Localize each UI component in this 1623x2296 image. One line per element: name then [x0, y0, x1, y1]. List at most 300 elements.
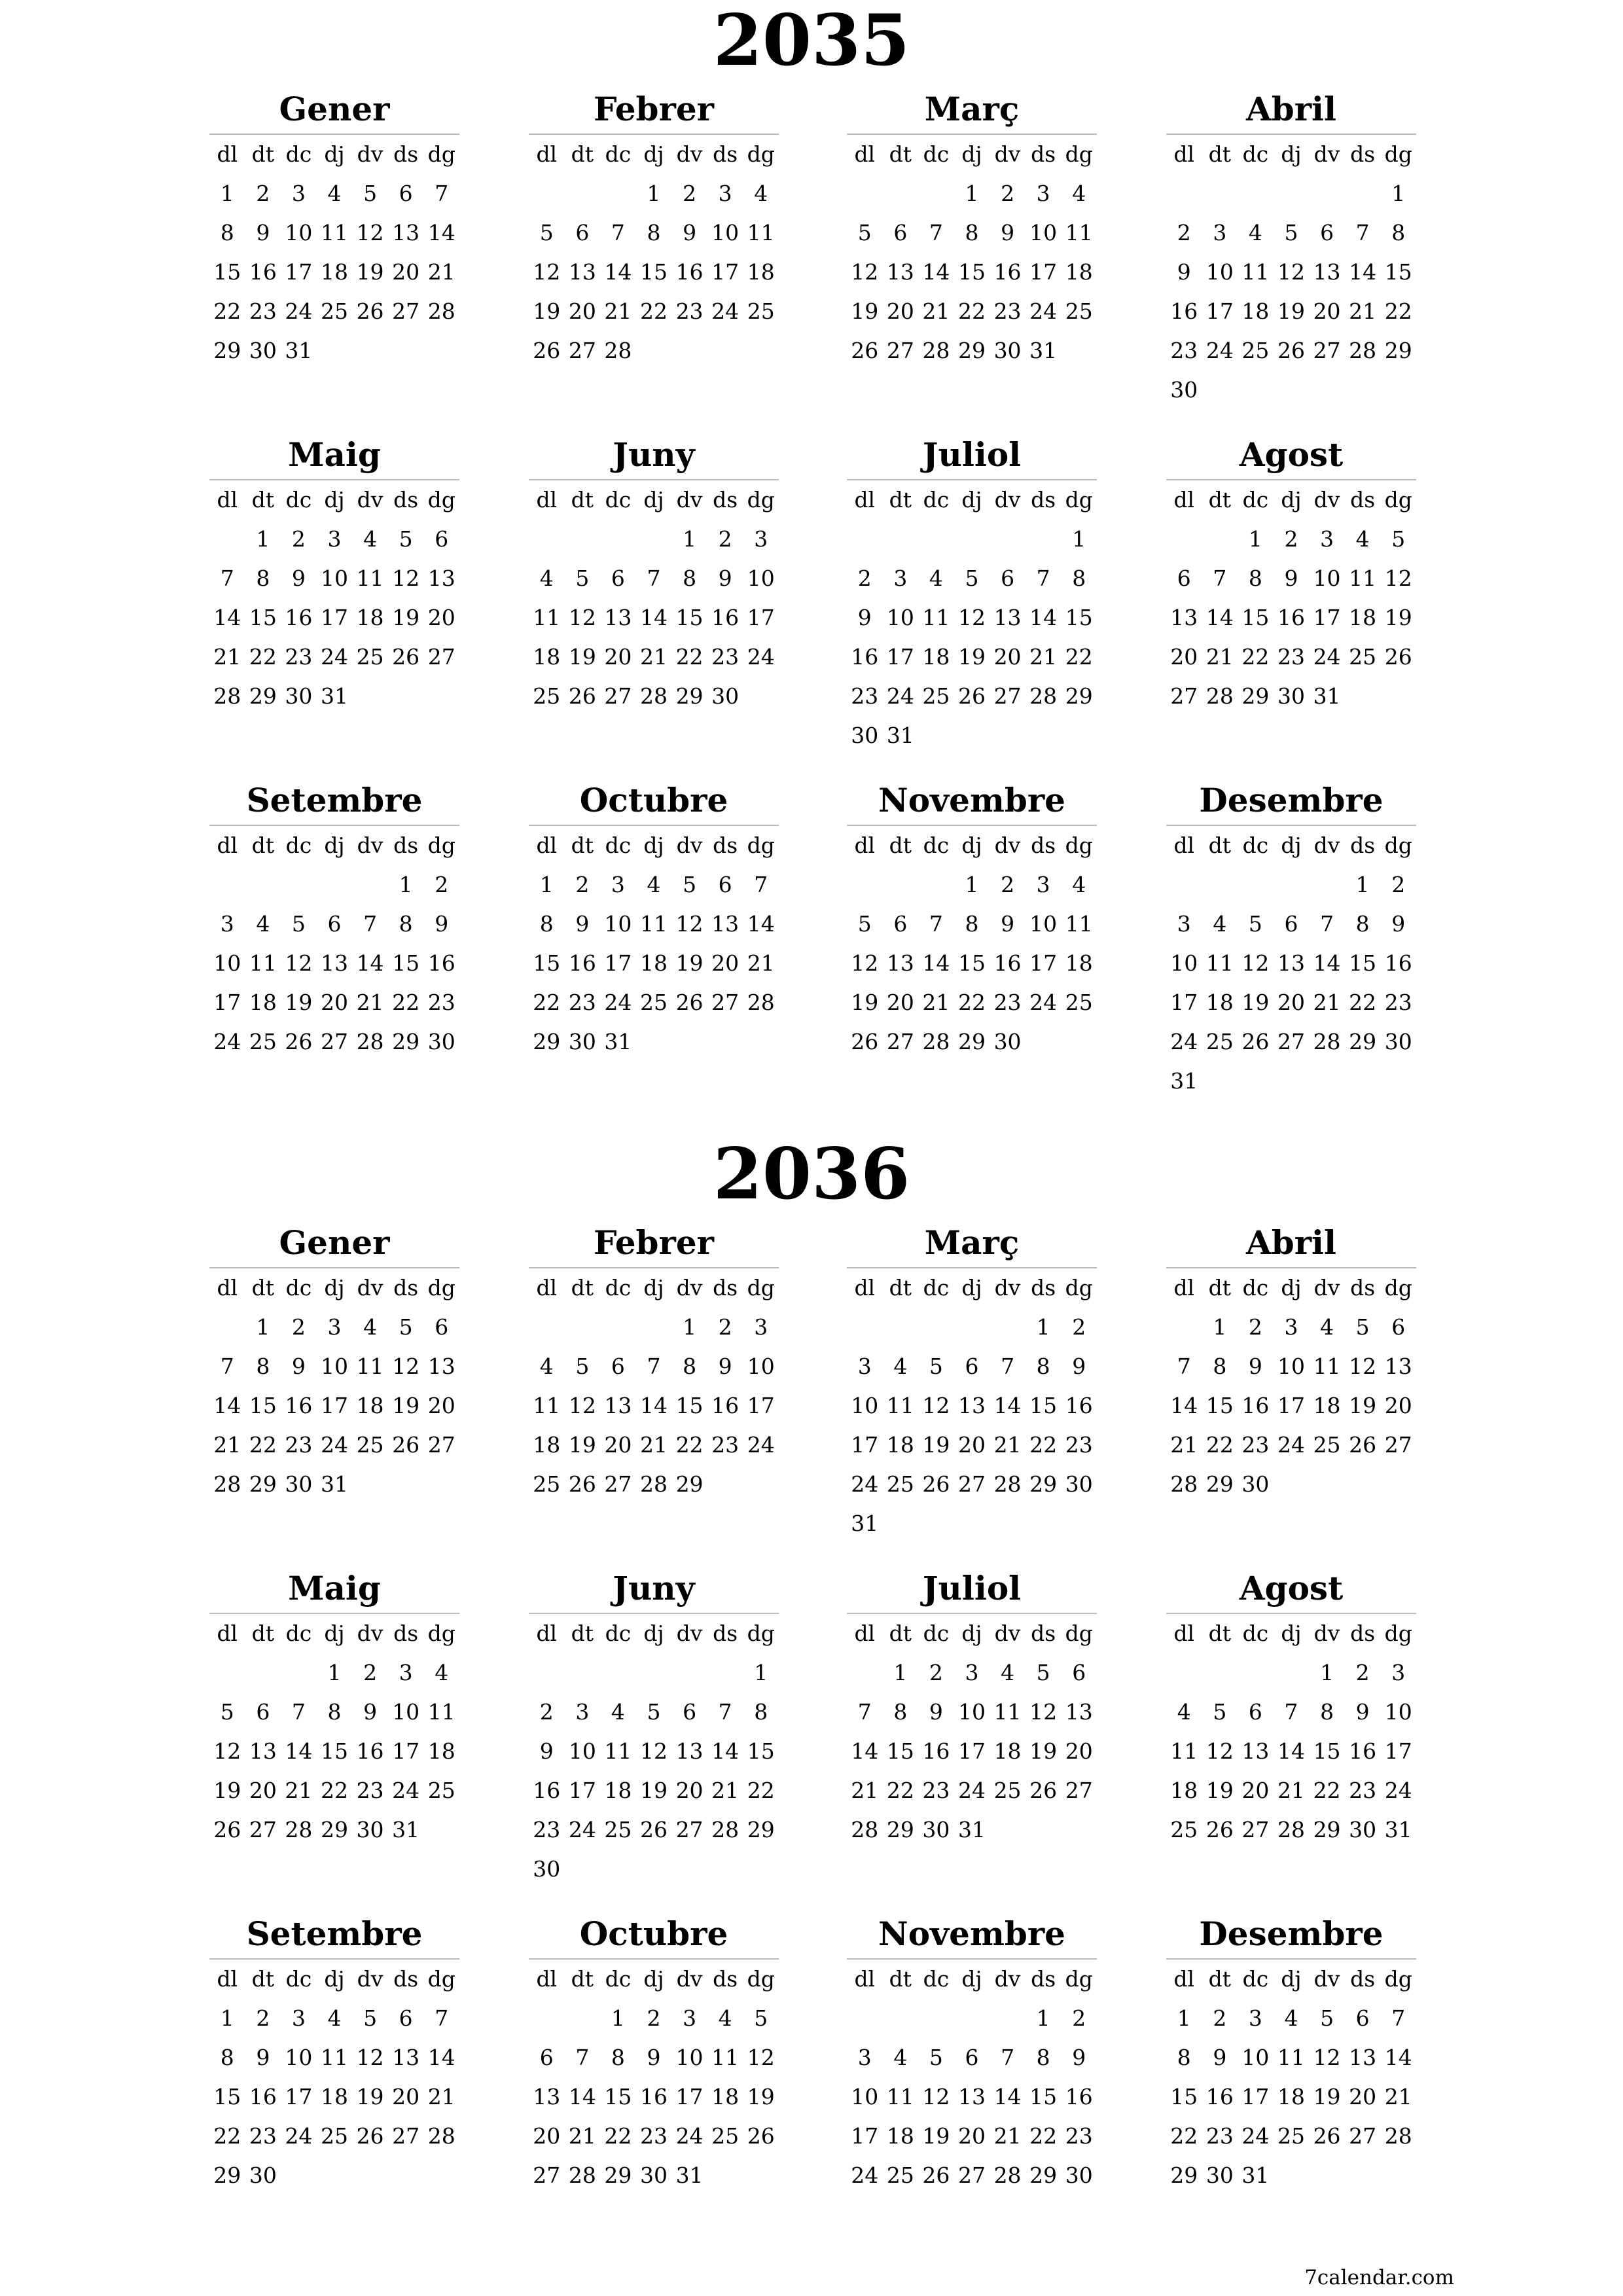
day-cell: 20 — [1277, 990, 1305, 1015]
day-cell: 1 — [220, 2005, 234, 2031]
day-cell: 17 — [1029, 259, 1058, 285]
day-cell: 3 — [1320, 526, 1334, 552]
weekday-header: dl — [217, 833, 238, 858]
day-cell: 23 — [1349, 1778, 1377, 1803]
weekday-header: dt — [251, 1275, 275, 1300]
day-grid — [529, 1960, 779, 2195]
day-cell: 30 — [639, 2162, 668, 2188]
day-cell: 1 — [1391, 181, 1406, 206]
day-cell: 17 — [851, 2123, 879, 2149]
day-cell: 29 — [1029, 2162, 1058, 2188]
weekday-header: dj — [961, 833, 982, 858]
weekday-header: dv — [676, 1275, 703, 1300]
empty-day-cell — [565, 1999, 601, 2038]
weekday-header: dc — [1242, 487, 1269, 512]
empty-day-cell — [990, 1308, 1026, 1347]
day-cell: 29 — [213, 338, 241, 363]
weekday-header: dc — [605, 141, 632, 167]
day-cell: 7 — [1320, 911, 1334, 937]
weekday-header: ds — [1350, 1966, 1376, 1992]
day-cell: 24 — [1029, 990, 1058, 1015]
day-cell: 5 — [965, 565, 979, 591]
day-cell: 3 — [683, 2005, 697, 2031]
day-cell: 21 — [604, 298, 632, 324]
weekday-header: dv — [676, 1966, 703, 1992]
day-cell: 24 — [568, 1817, 596, 1842]
empty-day-cell — [1238, 865, 1274, 905]
weekday-header: ds — [713, 141, 738, 167]
day-cell: 23 — [1205, 2123, 1234, 2149]
weekday-header: dg — [1384, 1966, 1412, 1992]
weekday-header: dl — [1173, 487, 1195, 512]
weekday-header: dg — [427, 1621, 455, 1646]
weekday-header: dv — [357, 1966, 383, 1992]
day-cell: 2 — [1213, 2005, 1227, 2031]
day-cell: 27 — [427, 644, 455, 670]
day-cell: 7 — [363, 911, 378, 937]
day-cell: 11 — [747, 220, 775, 245]
day-cell: 25 — [993, 1778, 1022, 1803]
day-cell: 18 — [747, 259, 775, 285]
day-cell: 9 — [1072, 2045, 1086, 2070]
empty-day-cell — [847, 865, 883, 905]
day-cell: 3 — [1036, 181, 1050, 206]
day-cell: 3 — [893, 565, 908, 591]
weekday-header: dv — [994, 1621, 1021, 1646]
month-calendar — [209, 1225, 459, 1504]
day-cell: 15 — [1384, 259, 1412, 285]
day-cell: 23 — [1241, 1432, 1270, 1458]
day-cell: 9 — [256, 2045, 270, 2070]
day-cell: 22 — [392, 990, 420, 1015]
day-cell: 7 — [220, 565, 234, 591]
empty-day-cell — [1274, 174, 1310, 213]
day-cell: 30 — [1065, 2162, 1093, 2188]
empty-day-cell — [1238, 174, 1274, 213]
empty-day-cell — [918, 520, 954, 559]
day-cell: 9 — [718, 565, 732, 591]
weekday-header: dj — [643, 487, 664, 512]
weekday-header: dj — [1281, 1621, 1302, 1646]
day-cell: 12 — [533, 259, 561, 285]
day-cell: 7 — [647, 565, 661, 591]
day-cell: 23 — [639, 2123, 668, 2149]
day-cell: 16 — [922, 1738, 950, 1764]
month-name: Octubre — [579, 1914, 728, 1953]
day-cell: 11 — [533, 1393, 561, 1418]
weekday-header: dl — [536, 1275, 558, 1300]
day-cell: 3 — [220, 911, 234, 937]
day-cell: 2 — [1391, 872, 1406, 897]
day-cell: 24 — [851, 2162, 879, 2188]
day-cell: 7 — [1001, 1354, 1015, 1379]
day-cell: 19 — [922, 1432, 950, 1458]
day-cell: 8 — [754, 1699, 768, 1725]
day-cell: 25 — [886, 2162, 914, 2188]
day-cell: 23 — [356, 1778, 384, 1803]
day-cell: 21 — [639, 1432, 668, 1458]
day-cell: 25 — [711, 2123, 740, 2149]
day-cell: 30 — [533, 1856, 561, 1882]
day-cell: 21 — [922, 298, 950, 324]
weekday-header: dt — [571, 1966, 594, 1992]
day-cell: 12 — [1029, 1699, 1058, 1725]
day-cell: 15 — [1205, 1393, 1234, 1418]
day-cell: 31 — [957, 1817, 986, 1842]
weekday-header: ds — [713, 833, 738, 858]
day-cell: 6 — [1177, 565, 1191, 591]
month-calendar — [1166, 1916, 1416, 2195]
empty-day-cell — [918, 174, 954, 213]
day-cell: 28 — [922, 338, 950, 363]
day-cell: 22 — [639, 298, 668, 324]
empty-day-cell — [954, 1308, 990, 1347]
day-cell: 22 — [886, 1778, 914, 1803]
day-cell: 3 — [857, 1354, 872, 1379]
weekday-header: ds — [1350, 141, 1376, 167]
day-cell: 12 — [851, 259, 879, 285]
month-name: Juliol — [922, 1569, 1022, 1607]
empty-day-cell — [565, 174, 601, 213]
day-cell: 9 — [1213, 2045, 1227, 2070]
day-cell: 17 — [711, 259, 740, 285]
day-cell: 7 — [647, 1354, 661, 1379]
empty-day-cell — [209, 1653, 245, 1693]
day-cell: 13 — [711, 911, 740, 937]
month-name: Gener — [279, 1223, 390, 1262]
weekday-header: dl — [536, 833, 558, 858]
day-cell: 22 — [249, 644, 277, 670]
day-cell: 2 — [1177, 220, 1191, 245]
weekday-header: dg — [747, 1966, 775, 1992]
weekday-header: dt — [251, 833, 275, 858]
day-grid — [529, 135, 779, 370]
day-cell: 20 — [392, 2084, 420, 2109]
day-cell: 21 — [213, 1432, 241, 1458]
weekday-header: dc — [923, 1621, 950, 1646]
day-cell: 5 — [857, 220, 872, 245]
month-calendar — [847, 437, 1097, 755]
day-cell: 19 — [1349, 1393, 1377, 1418]
day-cell: 16 — [533, 1778, 561, 1803]
day-cell: 8 — [220, 220, 234, 245]
month-calendar — [847, 92, 1097, 370]
day-cell: 3 — [1213, 220, 1227, 245]
day-cell: 29 — [533, 1029, 561, 1054]
weekday-header: dt — [251, 141, 275, 167]
month-calendar — [209, 437, 459, 716]
day-cell: 29 — [249, 683, 277, 709]
day-cell: 31 — [886, 723, 914, 748]
day-cell: 21 — [427, 259, 455, 285]
day-cell: 22 — [1029, 1432, 1058, 1458]
day-cell: 25 — [1313, 1432, 1341, 1458]
day-cell: 5 — [683, 872, 697, 897]
day-cell: 3 — [1284, 1314, 1298, 1340]
month-name: Abril — [1245, 90, 1337, 128]
day-cell: 4 — [256, 911, 270, 937]
day-grid — [1166, 1614, 1416, 1850]
weekday-header: dc — [1242, 1621, 1269, 1646]
day-cell: 9 — [1248, 1354, 1262, 1379]
day-cell: 15 — [249, 605, 277, 630]
month-name: Setembre — [246, 781, 423, 819]
day-cell: 17 — [568, 1778, 596, 1803]
day-cell: 1 — [539, 872, 554, 897]
day-cell: 20 — [320, 990, 348, 1015]
year-title: 2035 — [713, 0, 910, 82]
day-cell: 6 — [611, 565, 625, 591]
day-cell: 28 — [213, 1471, 241, 1497]
day-cell: 2 — [647, 2005, 661, 2031]
day-cell: 14 — [711, 1738, 740, 1764]
day-cell: 27 — [886, 338, 914, 363]
day-cell: 19 — [957, 644, 986, 670]
day-cell: 13 — [320, 950, 348, 976]
day-cell: 15 — [392, 950, 420, 976]
day-cell: 23 — [1065, 2123, 1093, 2149]
day-cell: 20 — [392, 259, 420, 285]
month-name: Setembre — [246, 1914, 423, 1953]
empty-day-cell — [1166, 520, 1202, 559]
day-cell: 8 — [1391, 220, 1406, 245]
weekday-header: dt — [889, 141, 912, 167]
day-cell: 17 — [1205, 298, 1234, 324]
day-cell: 28 — [747, 990, 775, 1015]
month-name: Agost — [1239, 1569, 1344, 1607]
day-cell: 16 — [427, 950, 455, 976]
day-cell: 7 — [1036, 565, 1050, 591]
month-calendar — [529, 783, 779, 1062]
day-cell: 7 — [1001, 2045, 1015, 2070]
day-cell: 4 — [893, 1354, 908, 1379]
day-cell: 22 — [1349, 990, 1377, 1015]
day-cell: 2 — [575, 872, 590, 897]
day-cell: 2 — [256, 181, 270, 206]
day-cell: 6 — [435, 1314, 449, 1340]
day-cell: 17 — [604, 950, 632, 976]
day-cell: 1 — [647, 181, 661, 206]
day-grid — [209, 480, 459, 716]
day-cell: 1 — [893, 1660, 908, 1685]
day-cell: 26 — [639, 1817, 668, 1842]
day-cell: 13 — [427, 565, 455, 591]
day-cell: 24 — [851, 1471, 879, 1497]
empty-day-cell — [990, 1999, 1026, 2038]
day-cell: 14 — [639, 1393, 668, 1418]
year-title: 2036 — [713, 1133, 910, 1215]
day-cell: 14 — [285, 1738, 313, 1764]
day-cell: 26 — [922, 1471, 950, 1497]
day-cell: 23 — [1277, 644, 1305, 670]
day-cell: 7 — [1355, 220, 1370, 245]
day-cell: 14 — [922, 950, 950, 976]
weekday-header: dt — [1208, 833, 1232, 858]
day-cell: 2 — [291, 1314, 306, 1340]
day-cell: 5 — [1355, 1314, 1370, 1340]
day-cell: 30 — [356, 1817, 384, 1842]
empty-day-cell — [954, 520, 990, 559]
day-cell: 27 — [711, 990, 740, 1015]
weekday-header: dv — [357, 1621, 383, 1646]
day-cell: 20 — [604, 644, 632, 670]
weekday-header: dj — [324, 141, 345, 167]
day-cell: 8 — [256, 1354, 270, 1379]
day-cell: 4 — [1213, 911, 1227, 937]
day-cell: 31 — [675, 2162, 704, 2188]
month-name: Octubre — [579, 781, 728, 819]
day-cell: 30 — [249, 2162, 277, 2188]
day-cell: 5 — [399, 1314, 413, 1340]
day-cell: 11 — [1277, 2045, 1305, 2070]
day-cell: 10 — [1029, 911, 1058, 937]
weekday-header: dl — [536, 141, 558, 167]
day-cell: 4 — [1072, 872, 1086, 897]
weekday-header: dc — [923, 141, 950, 167]
day-cell: 13 — [1170, 605, 1198, 630]
weekday-header: dg — [427, 141, 455, 167]
day-cell: 28 — [427, 298, 455, 324]
weekday-header: dj — [961, 1275, 982, 1300]
day-cell: 18 — [1277, 2084, 1305, 2109]
day-cell: 26 — [747, 2123, 775, 2149]
day-cell: 9 — [291, 565, 306, 591]
day-cell: 30 — [1205, 2162, 1234, 2188]
day-cell: 10 — [1313, 565, 1341, 591]
weekday-header: dj — [324, 1966, 345, 1992]
day-cell: 18 — [1065, 950, 1093, 976]
day-cell: 17 — [1170, 990, 1198, 1015]
weekday-header: dc — [285, 833, 312, 858]
weekday-header: dv — [357, 833, 383, 858]
day-cell: 11 — [320, 220, 348, 245]
day-cell: 26 — [356, 298, 384, 324]
day-cell: 3 — [1248, 2005, 1262, 2031]
weekday-header: dl — [1173, 833, 1195, 858]
day-cell: 17 — [747, 605, 775, 630]
weekday-header: dl — [854, 141, 876, 167]
day-cell: 21 — [1313, 990, 1341, 1015]
day-cell: 11 — [1205, 950, 1234, 976]
day-cell: 21 — [922, 990, 950, 1015]
month-name: Juliol — [922, 435, 1022, 474]
day-cell: 4 — [539, 1354, 554, 1379]
day-cell: 29 — [1313, 1817, 1341, 1842]
day-cell: 28 — [568, 2162, 596, 2188]
weekday-header: dc — [605, 1966, 632, 1992]
day-cell: 26 — [851, 338, 879, 363]
day-cell: 6 — [539, 2045, 554, 2070]
day-cell: 20 — [993, 644, 1022, 670]
day-cell: 15 — [747, 1738, 775, 1764]
day-cell: 31 — [392, 1817, 420, 1842]
day-cell: 28 — [639, 1471, 668, 1497]
day-cell: 8 — [683, 565, 697, 591]
day-cell: 21 — [285, 1778, 313, 1803]
day-cell: 27 — [675, 1817, 704, 1842]
day-cell: 19 — [851, 298, 879, 324]
weekday-header: dv — [357, 1275, 383, 1300]
empty-day-cell — [847, 520, 883, 559]
day-cell: 24 — [711, 298, 740, 324]
day-cell: 10 — [851, 2084, 879, 2109]
day-cell: 9 — [291, 1354, 306, 1379]
weekday-header: dt — [889, 833, 912, 858]
day-cell: 15 — [320, 1738, 348, 1764]
day-cell: 13 — [249, 1738, 277, 1764]
day-cell: 4 — [893, 2045, 908, 2070]
day-cell: 28 — [851, 1817, 879, 1842]
month-name: Agost — [1239, 435, 1344, 474]
day-cell: 28 — [1029, 683, 1058, 709]
day-cell: 10 — [1205, 259, 1234, 285]
day-cell: 24 — [1277, 1432, 1305, 1458]
footer-credit[interactable]: 7calendar.com — [1304, 2266, 1454, 2289]
day-cell: 12 — [1241, 950, 1270, 976]
weekday-header: dj — [324, 1275, 345, 1300]
day-grid — [209, 135, 459, 370]
day-cell: 7 — [754, 872, 768, 897]
day-cell: 18 — [711, 2084, 740, 2109]
day-cell: 23 — [922, 1778, 950, 1803]
day-cell: 10 — [1277, 1354, 1305, 1379]
day-cell: 21 — [639, 644, 668, 670]
day-grid — [847, 135, 1097, 370]
day-cell: 16 — [1065, 1393, 1093, 1418]
day-cell: 19 — [1241, 990, 1270, 1015]
day-cell: 8 — [399, 911, 413, 937]
day-cell: 2 — [1284, 526, 1298, 552]
weekday-header: dc — [1242, 1966, 1269, 1992]
day-cell: 13 — [1384, 1354, 1412, 1379]
day-cell: 2 — [1001, 181, 1015, 206]
day-cell: 25 — [1205, 1029, 1234, 1054]
day-cell: 24 — [747, 1432, 775, 1458]
weekday-header: dc — [923, 487, 950, 512]
day-cell: 1 — [965, 872, 979, 897]
empty-day-cell — [1202, 174, 1238, 213]
day-cell: 13 — [1313, 259, 1341, 285]
day-cell: 2 — [435, 872, 449, 897]
day-cell: 3 — [291, 181, 306, 206]
day-cell: 24 — [604, 990, 632, 1015]
weekday-header: dt — [571, 1621, 594, 1646]
day-cell: 30 — [1065, 1471, 1093, 1497]
day-cell: 25 — [427, 1778, 455, 1803]
day-grid — [847, 480, 1097, 755]
day-cell: 24 — [675, 2123, 704, 2149]
day-cell: 8 — [327, 1699, 342, 1725]
day-cell: 28 — [1205, 683, 1234, 709]
day-cell: 1 — [1248, 526, 1262, 552]
empty-day-cell — [565, 1653, 601, 1693]
day-cell: 3 — [754, 526, 768, 552]
day-cell: 4 — [327, 2005, 342, 2031]
day-cell: 6 — [256, 1699, 270, 1725]
day-cell: 14 — [639, 605, 668, 630]
weekday-header: dj — [324, 1621, 345, 1646]
day-cell: 13 — [533, 2084, 561, 2109]
weekday-header: dc — [923, 833, 950, 858]
empty-day-cell — [883, 865, 919, 905]
empty-day-cell — [671, 1653, 707, 1693]
day-cell: 2 — [539, 1699, 554, 1725]
day-cell: 9 — [718, 1354, 732, 1379]
weekday-header: dl — [217, 1966, 238, 1992]
weekday-header: ds — [1031, 1275, 1056, 1300]
weekday-header: dt — [1208, 487, 1232, 512]
day-cell: 28 — [639, 683, 668, 709]
